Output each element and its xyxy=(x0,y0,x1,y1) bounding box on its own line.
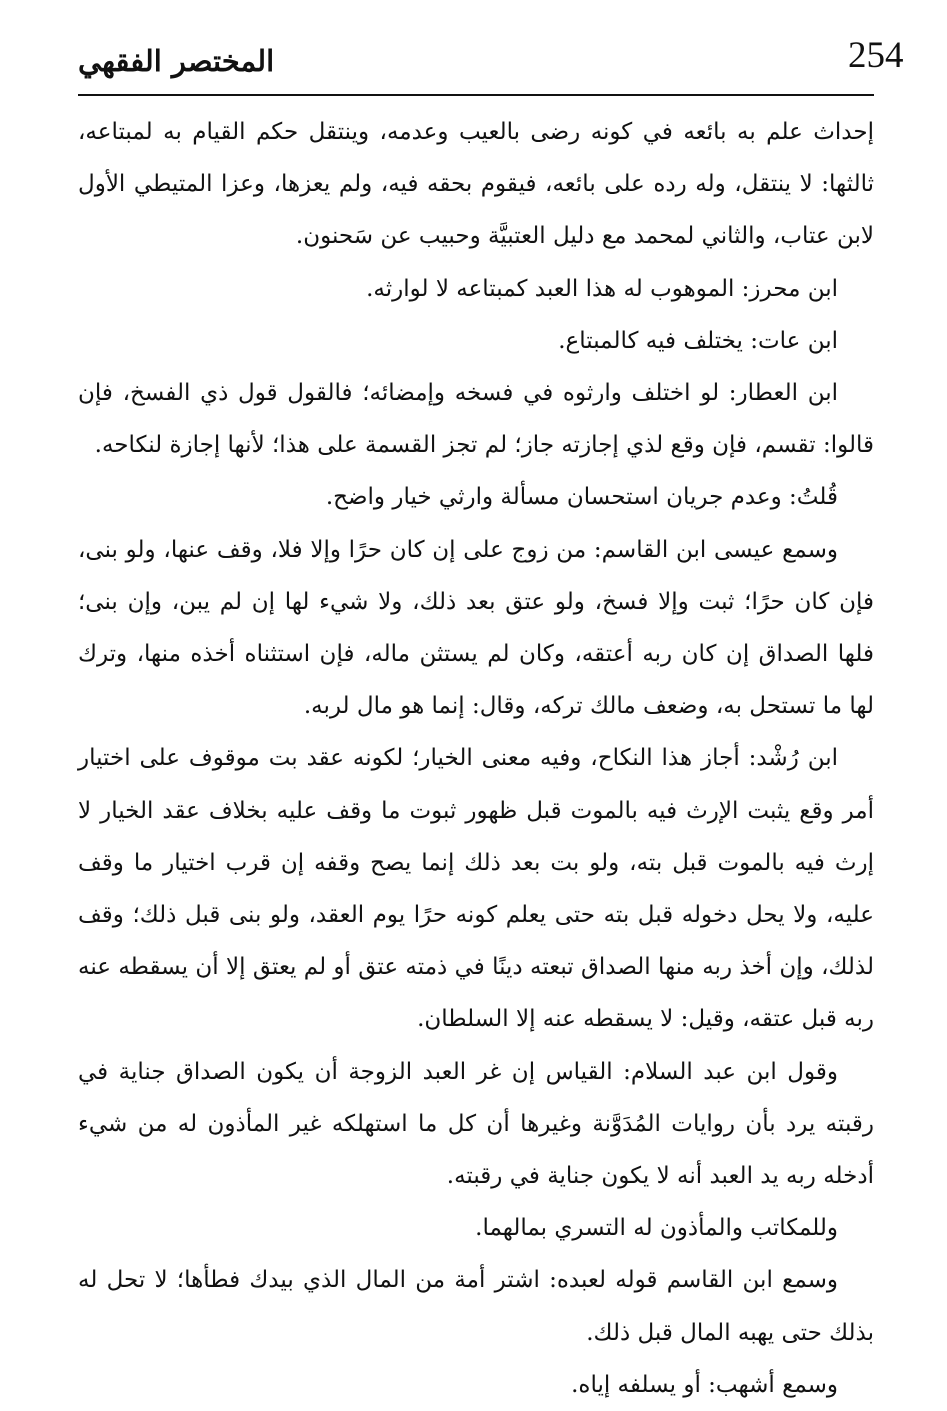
book-title: المختصر الفقهي xyxy=(78,44,275,78)
paragraph: ابن رُشْد: أجاز هذا النكاح، وفيه معنى الخيار؛ لكونه عقد بت موقوف على اختيار أمر وقع يثبت الإرث فيه بالموت قبل ظهور ثبوت ما وقف عليه بخلاف عقد الخيار لا إرث فيه بالموت قبل بته، ولو بت بعد ذلك إنما يصح وقفه إن قرب اختيار ما وقف عليه، ولا يحل دخوله قبل بته حتى يعلم كونه حرًا يوم العقد، ولو بنى قبل ذلك؛ وقف لذلك، وإن أخذ ربه منها الصداق تبعته دينًا في ذمته عتق أو لم يعتق إلا أن يسقطه عنه ربه قبل عتقه، وقيل: لا يسقطه عنه إلا السلطان. xyxy=(78,745,874,1033)
header-divider xyxy=(78,94,874,96)
paragraph: وسمع عيسى ابن القاسم: من زوج على إن كان حرًا وإلا فلا، وقف عنها، ولو بنى، فإن كان حرًا؛ ثبت وإلا فسخ، ولو عتق بعد ذلك، ولا شيء لها إن لم يبن، وإن بنى؛ فلها الصداق إن كان ربه أعتقه، وكان لم يستثن ماله، فإن استثناه أخذه منها، وترك لها ما تستحل به، وضعف مالك تركه، وقال: إنما هو مال لربه. xyxy=(78,536,874,720)
paragraph: وللمكاتب والمأذون له التسري بمالهما. xyxy=(475,1215,838,1242)
paragraph: وسمع ابن القاسم قوله لعبده: اشتر أمة من المال الذي بيدك فطأها؛ لا تحل له بذلك حتى يهبه المال قبل ذلك. xyxy=(78,1267,874,1346)
paragraph: ابن محرز: الموهوب له هذا العبد كمبتاعه لا لوارثه. xyxy=(366,275,838,302)
paragraph: ابن العطار: لو اختلف وارثوه في فسخه وإمضائه؛ فالقول قول ذي الفسخ، فإن قالوا: تقسم، فإن وقع لذي إجازته جاز؛ لم تجز القسمة على هذا؛ لأنها إجازة لنكاحه. xyxy=(78,380,874,459)
paragraph: قُلتُ: وعدم جريان استحسان مسألة وارثي خيار واضح. xyxy=(325,484,838,511)
paragraph: وقول ابن عبد السلام: القياس إن غر العبد الزوجة أن يكون الصداق جناية في رقبته يرد بأن روايات المُدَوَّنة وغيرها أن كل ما استهلكه غير المأذون له من شيء أدخله ربه يد العبد أنه لا يكون جناية في رقبته. xyxy=(78,1058,874,1190)
page-number: 254 xyxy=(848,35,904,76)
paragraph-continuation: إحداث علم به بائعه في كونه رضى بالعيب وعدمه، وينتقل حكم القيام به لمبتاعه، ثالثها: لا ينتقل، وله رده على بائعه، فيقوم بحقه فيه، ولم يعزها، وعزا المتيطي الأول لابن عتاب، والثاني لمحمد مع دليل العتبيَّة وحبيب عن سَحنون. xyxy=(78,119,874,250)
body-text xyxy=(78,106,874,1411)
paragraph: ابن عات: يختلف فيه كالمبتاع. xyxy=(558,327,838,354)
page-header xyxy=(78,34,904,90)
paragraph: وسمع أشهب: أو يسلفه إياه. xyxy=(571,1371,838,1398)
